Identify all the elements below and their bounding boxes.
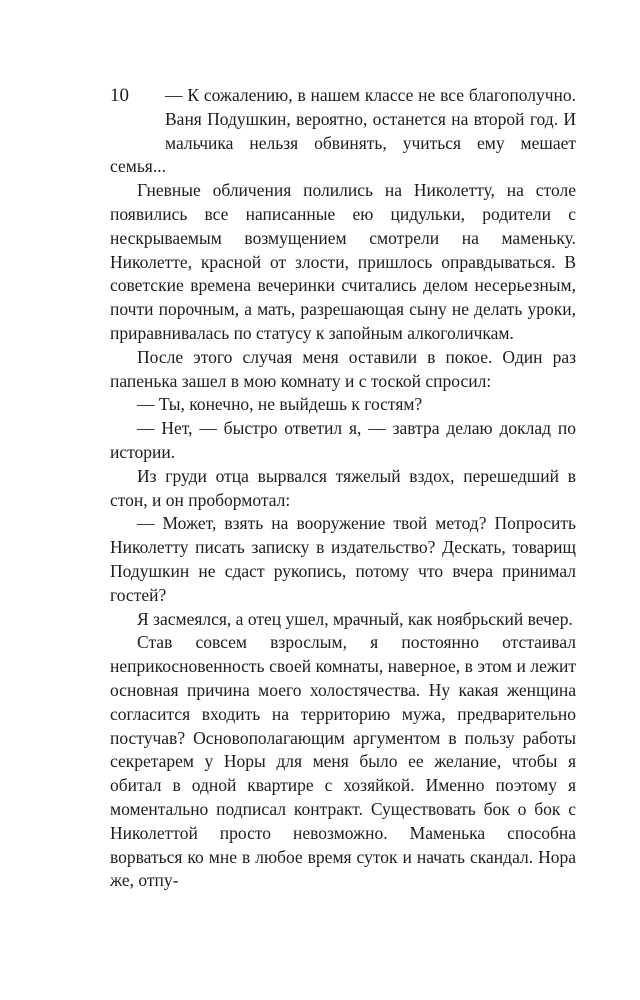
text-block [110, 84, 576, 893]
paragraph: Из груди отца вырвался тяжелый вздох, перешедший в стон, и он пробормотал: [110, 465, 576, 510]
paragraph: — Ты, конечно, не выйдешь к гостям? [137, 394, 423, 415]
paragraph: — Нет, — быстро ответил я, — завтра делаю доклад по истории. [110, 418, 576, 462]
paragraph: — Может, взять на вооружение твой метод? Попросить Николетту писать записку в издательство? Дескать, товарищ Подушкин не сдаст рукопись, потому что вчера принимал гостей? [110, 513, 576, 605]
paragraph: Став совсем взрослым, я постоянно отстаивал неприкосновенность своей комнаты, наверное, в этом и лежит основная причина моего холостячества. Ну какая женщина согласится входить на территорию мужа, предварительно постучав? Основополагающим аргументом в пользу работы секретарем у Норы для меня было ее желание, чтобы я обитал в одной квартире с хозяйкой. Именно поэтому я моментально подписал контракт. Существовать бок о бок с Николеттой просто невозможно. Маменька способна ворваться ко мне в любое время суток и начать скандал. Нора же, отпу- [110, 632, 576, 891]
paragraph: После этого случая меня оставили в покое. Один раз папенька зашел в мою комнату и с тоской спросил: [110, 346, 576, 391]
paragraph-text: — К сожалению, в нашем классе не все благополучно. Ваня Подушкин, вероятно, останется на второй год. И мальчика нельзя обвинять, учиться ему мешает семья... [110, 85, 576, 177]
page-number: 10 [110, 85, 129, 106]
paragraph: Я засмеялся, а отец ушел, мрачный, как ноябрьский вечер. [137, 608, 573, 629]
paragraph: Гневные обличения полились на Николетту, на столе появились все написанные ею цидульки, родители с нескрываемым возмущением смотрели на маменьку. Николетте, красной от злости, пришлось оправдываться. В советские времена вечеринки считались делом несерьезным, почти порочным, а мать, разрешающая сыну не делать уроки, приравнивалась по статусу к запойным алкоголичкам. [110, 180, 576, 343]
paragraph [110, 84, 576, 179]
